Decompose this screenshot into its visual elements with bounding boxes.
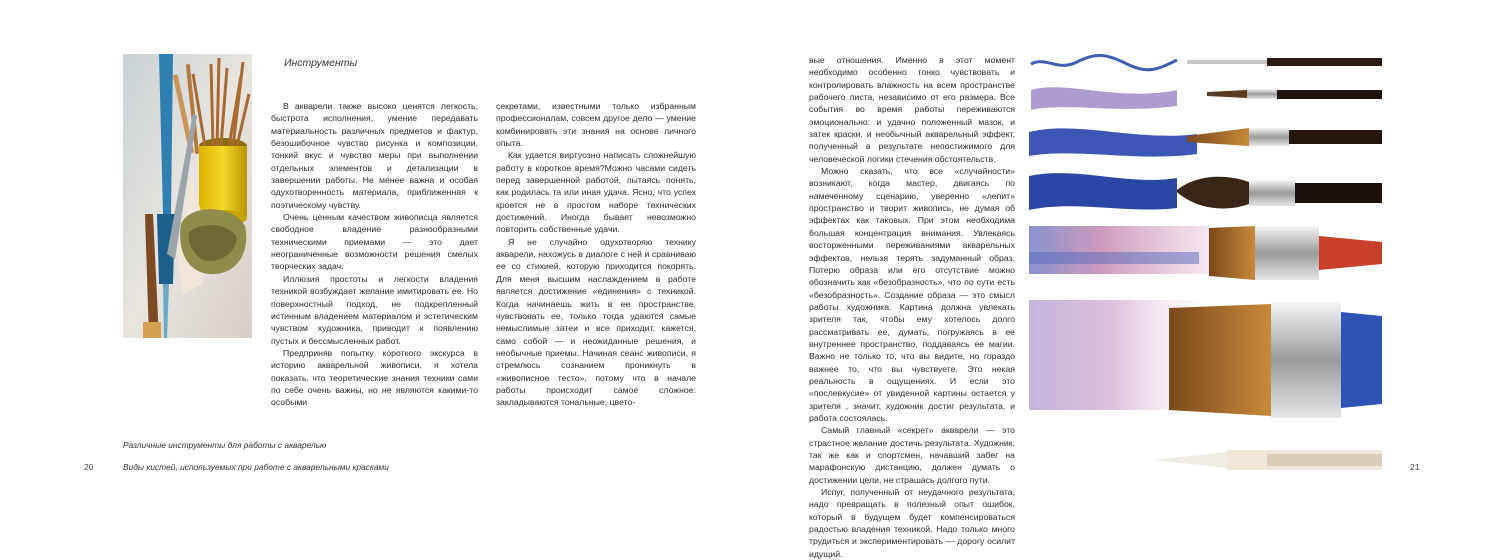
page-number-left: 20 [84, 462, 94, 472]
caption-brushes: Виды кистей, используемых при работе с акварельными красками [123, 462, 389, 472]
brushes-photo [1027, 50, 1382, 475]
brushes-illustration [1027, 50, 1382, 475]
paragraph: Как удается виртуозно написать сложнейшую работу в короткое время?Можно часами сидеть перед завершенной работой, пытаясь понять, как родилась та или иная удача. Ясно, что успех кроется не в простом наборе технических достижений. Иногда бывает невозможно повторить собственные удачи. [496, 150, 696, 235]
paragraph: вые отношения. Именно в этот момент необходимо особенно тонко чувствовать и контролировать влажность на всем пространстве рабочего листа, независимо от его размера. Все события во время работы переживаются эмоционально: и удачно положенный мазок, и затек краски, и необычный акварельный эффект, полученный в результате непостижимого для человеческой логики стечения обстоятельств. [809, 55, 1015, 164]
paragraph: Испуг, полученный от неудачного результата, надо превращать в полезный опыт ошибок, который в будущем будет компенсироваться радостью владения техникой. Надо только много трудиться и экспериментировать — дорогу осилит идущий. [809, 487, 1015, 559]
paragraph: секретами, известными только избранным профессионалам, совсем другое дело — умение комбинировать эти знания на основе личного опыта. [496, 101, 696, 149]
paragraph: Можно сказать, что все «случайности» возникают, когда мастер, двигаясь по намеченному сценарию, уверенно «лепит» пространство и творит живопись, не думая об эффектах как таковых. При этом необходима большая концентрация внимания. Увлекаясь восторженными переживаниями акварельных эффектов, нельзя терять задуманный образ. Потерю образа или его отсутствие можно обозначить как «безобразность», что по сути есть «безобразность». Создание образа — это смысл работы художника. Картина должна увлекать зрителя так, чтобы ему хотелось долго рассматривать ее, думать, погружаясь в ее внутреннее пространство, поддаваясь ее магии. Важно не только то, что вы видите, но гораздо важнее то, что вы чувствуете. Это некая реальность в ощущениях. И если это «послевкусие» от увиденной картины остается у зрителя , значит, художник достиг результата, и работа состоялась. [809, 166, 1015, 423]
paragraph: Предприняв попытку короткого экскурса в историю акварельной живописи, я хотела показать, что теоретические знания техники сами по себе очень важны, но не являются какими-то особыми [271, 347, 478, 408]
text-column-2 [496, 100, 696, 409]
caption-tools: Различные инструменты для работы с акварелью [123, 440, 327, 450]
tools-photo [123, 54, 252, 338]
paragraph: Самый главный «секрет» акварели — это страстное желание достичь результата. Художник, так же как и спортсмен, начавший забег на марафонскую дистанцию, должен думать о достижении цели, не страшась долгого пути. [809, 425, 1015, 485]
text-column-1 [271, 100, 478, 409]
section-title: Инструменты [284, 57, 358, 69]
text-column-3 [809, 54, 1015, 560]
paragraph: Иллюзия простоты и легкости владения техникой возбуждает желание имитировать ее. Но поверхностный подход, не подкрепленный истинным владением материалом и эстетическим чувством художника, приводит к появлению пустых и бессмысленных работ. [271, 273, 478, 346]
paragraph: В акварели также высоко ценятся легкость, быстрота исполнения, умение передавать материальность различных предметов и фактур, безошибочное чувство рисунка и композиции, тонкий вкус и чувство меры при выполнении отдельных элементов и детализации в завершении работы. Не менее важна и особая одухотворенность материала, приближенная к поэтическому чувству. [271, 101, 478, 210]
paragraph: Я не случайно одухотворяю технику акварели, нахожусь в диалоге с ней и сравниваю ее со стихией, которую приходится покорять. Для меня высшим наслаждением в работе является достижение «единения» с техникой. Когда начинаешь жить в ее пространстве, чувствовать ее, только тогда удаются самые немыслимые затеи и все приходит, кажется, само собой — и неожиданные решения, и необычные приемы. Начиная сеанс живописи, я стремлюсь сознанием проникнуть в «живописное тесто», потому что в начале работы происходит самое сложное: закладываются тональные, цвето- [496, 236, 696, 408]
tools-illustration [123, 54, 252, 338]
page-number-right: 21 [1410, 462, 1420, 472]
paragraph: Очень ценным качеством живописца является свободное владение разнообразными техническими приемами — это дает неограниченные возможности решения смелых творческих задач. [271, 212, 478, 272]
